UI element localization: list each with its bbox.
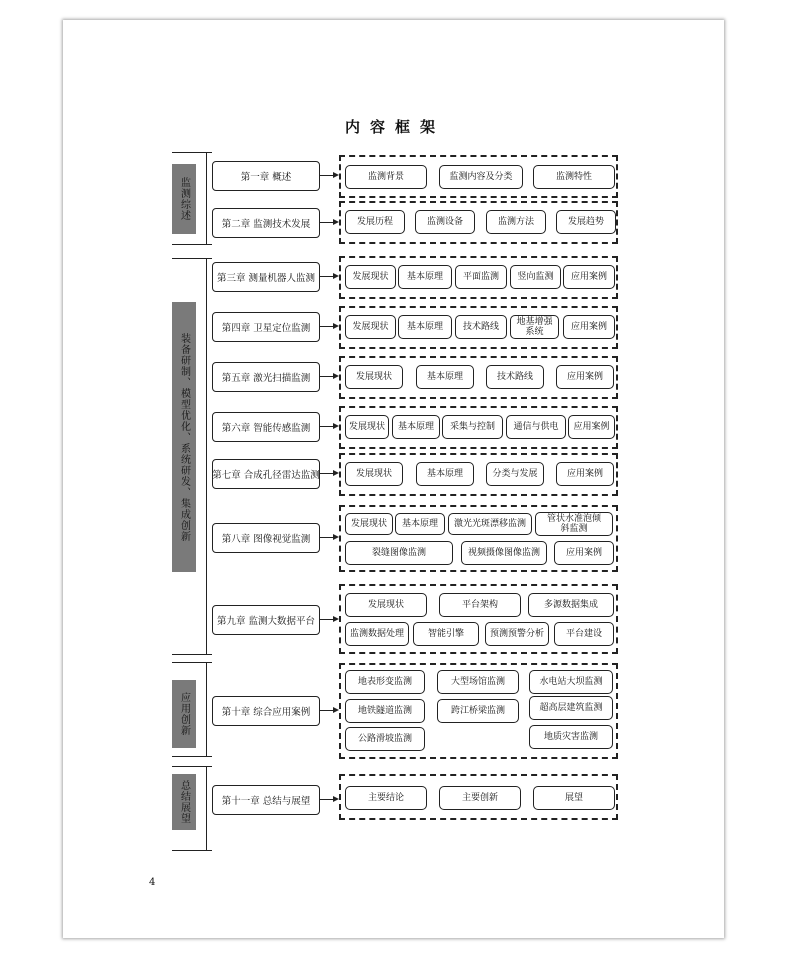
topic-item: 监测特性 [533, 165, 615, 189]
chapter-box [212, 208, 320, 238]
topic-item: 地质灾害监测 [529, 725, 613, 749]
section-label-application [172, 680, 196, 748]
section-bracket-application [206, 662, 207, 756]
arrow-line [319, 376, 333, 377]
topic-item: 管状水准泡倾斜监测 [535, 512, 613, 536]
chapter-box [212, 161, 320, 191]
chapter-box [212, 523, 320, 553]
topic-item: 应用案例 [554, 541, 614, 565]
topic-item: 多源数据集成 [528, 593, 614, 617]
chapter-box [212, 262, 320, 292]
section-label-overview [172, 164, 196, 234]
chapter-box [212, 605, 320, 635]
topic-item: 公路滑坡监测 [345, 727, 425, 751]
topic-item: 发展现状 [345, 415, 389, 439]
topic-item: 展望 [533, 786, 615, 810]
chapter-label: 第七章 合成孔径雷达监测 [212, 470, 320, 481]
section-label-text: 装备研制、模型优化、系统研发、集成创新 [178, 332, 190, 542]
topic-item: 发展现状 [345, 462, 403, 486]
section-bracket-overview [206, 152, 207, 244]
topic-item: 大型场馆监测 [437, 670, 519, 694]
chapter-label: 第三章 测量机器人监测 [216, 273, 316, 284]
topic-item: 监测内容及分类 [439, 165, 523, 189]
chapter-label: 第九章 监测大数据平台 [216, 616, 316, 627]
arrow-line [319, 426, 333, 427]
chapter-label: 第十一章 总结与展望 [221, 796, 311, 807]
topic-item: 技术路线 [455, 315, 507, 339]
topic-item: 发展现状 [345, 513, 393, 535]
topic-item: 应用案例 [568, 415, 615, 439]
topic-item: 发展现状 [345, 265, 396, 289]
topic-item: 应用案例 [563, 265, 615, 289]
arrow-line [319, 473, 333, 474]
topic-item: 主要创新 [439, 786, 521, 810]
topic-item: 地铁隧道监测 [345, 699, 425, 723]
topic-item: 地表形变监测 [345, 670, 425, 694]
chapter-box [212, 312, 320, 342]
topic-item: 基本原理 [398, 265, 452, 289]
topic-item: 超高层建筑监测 [529, 696, 613, 720]
chapter-label: 第一章 概述 [240, 172, 292, 183]
section-label-text: 应用创新 [178, 692, 190, 736]
topic-item: 监测设备 [415, 210, 475, 234]
chapter-box [212, 459, 320, 489]
arrow-line [319, 276, 333, 277]
topic-item: 采集与控制 [442, 415, 503, 439]
chapter-label: 第六章 智能传感监测 [221, 423, 311, 434]
topic-item: 基本原理 [395, 513, 445, 535]
section-label-equipment [172, 302, 196, 572]
topic-item: 通信与供电 [506, 415, 566, 439]
topic-item: 基本原理 [398, 315, 452, 339]
bracket-tick [172, 766, 212, 767]
chapter-label: 第四章 卫星定位监测 [221, 323, 311, 334]
chapter-label: 第十章 综合应用案例 [221, 707, 311, 718]
topic-item: 跨江桥梁监测 [437, 699, 519, 723]
topic-item: 发展现状 [345, 315, 396, 339]
topic-item: 智能引擎 [413, 622, 479, 646]
topic-item: 技术路线 [486, 365, 544, 389]
topic-item: 监测背景 [345, 165, 427, 189]
chapter-label: 第二章 监测技术发展 [221, 219, 311, 230]
chapter-box [212, 412, 320, 442]
section-label-text: 总结展望 [178, 780, 190, 824]
topic-item: 裂缝图像监测 [345, 541, 453, 565]
topic-item: 发展历程 [345, 210, 405, 234]
topic-item: 应用案例 [556, 365, 614, 389]
page-title: 内容框架 [344, 118, 445, 136]
topic-item: 地基增强系统 [510, 315, 559, 339]
topic-item: 监测数据处理 [345, 622, 409, 646]
topic-item: 应用案例 [556, 462, 614, 486]
topic-item: 基本原理 [392, 415, 440, 439]
arrow-line [319, 799, 333, 800]
topic-item: 水电站大坝监测 [529, 670, 613, 694]
chapter-label: 第八章 图像视觉监测 [221, 534, 311, 545]
topic-item: 平台架构 [439, 593, 521, 617]
chapter-box [212, 362, 320, 392]
arrow-line [319, 326, 333, 327]
section-label-summary [172, 774, 196, 830]
bracket-tick [172, 244, 212, 245]
topic-item: 预测预警分析 [485, 622, 549, 646]
bracket-tick [172, 152, 212, 153]
topic-item: 基本原理 [416, 462, 474, 486]
topic-item: 基本原理 [416, 365, 474, 389]
arrow-line [319, 222, 333, 223]
topic-item: 发展现状 [345, 365, 403, 389]
chapter-box [212, 785, 320, 815]
page-number: 4 [149, 877, 156, 888]
topic-item: 激光光斑漂移监测 [448, 513, 532, 535]
section-label-text: 监测综述 [178, 177, 190, 221]
arrow-line [319, 710, 333, 711]
bracket-tick [172, 654, 212, 655]
section-bracket-summary [206, 766, 207, 850]
bracket-tick [172, 850, 212, 851]
topic-item: 分类与发展 [486, 462, 544, 486]
topic-item: 平面监测 [455, 265, 507, 289]
bracket-tick [172, 756, 212, 757]
bracket-tick [172, 258, 212, 259]
topic-item: 发展趋势 [556, 210, 616, 234]
section-bracket-equipment [206, 258, 207, 654]
arrow-line [319, 537, 333, 538]
topic-item: 发展现状 [345, 593, 427, 617]
topic-item: 竖向监测 [510, 265, 561, 289]
topic-item: 监测方法 [486, 210, 546, 234]
topic-item: 平台建设 [554, 622, 614, 646]
topic-item: 视频摄像图像监测 [461, 541, 547, 565]
chapter-box [212, 696, 320, 726]
arrow-line [319, 619, 333, 620]
topic-item: 应用案例 [563, 315, 615, 339]
topic-item: 主要结论 [345, 786, 427, 810]
chapter-label: 第五章 激光扫描监测 [221, 373, 311, 384]
bracket-tick [172, 662, 212, 663]
arrow-line [319, 175, 333, 176]
